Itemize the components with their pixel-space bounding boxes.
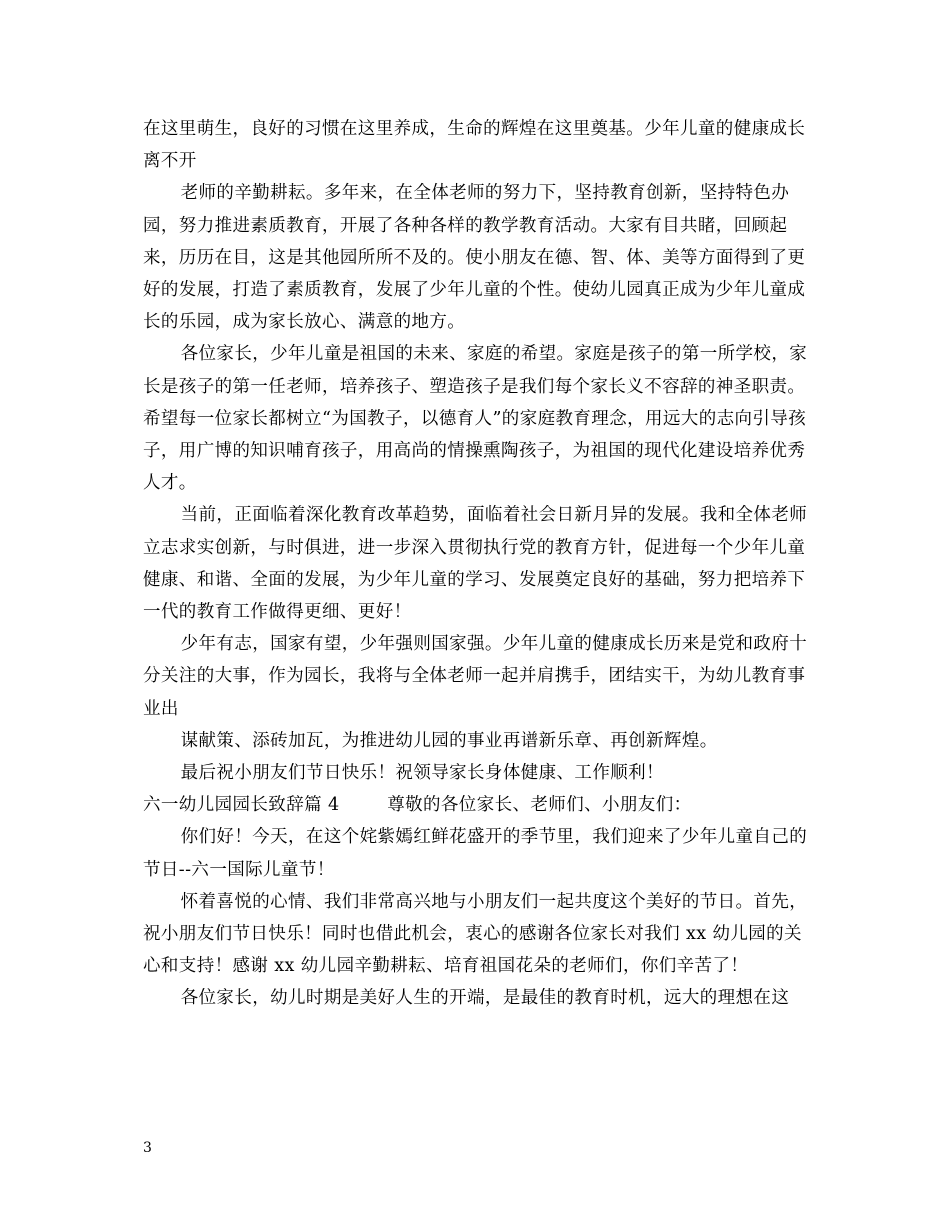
paragraph-4: 当前，正面临着深化教育改革趋势，面临着社会日新月异的发展。我和全体老师立志求实创新，与时俱进，进一步深入贯彻执行党的教育方针，促进每一个少年儿童健康、和谐、全面的发展，为少年儿童的学习、发展奠定良好的基础，努力把培养下一代的教育工作做得更细、更好！ [143,505,808,623]
paragraph-11: 各位家长，幼儿时期是美好人生的开端，是最佳的教育时机，远大的理想在这 [180,988,790,1009]
paragraph-1: 在这里萌生，良好的习惯在这里养成，生命的辉煌在这里奠基。少年儿童的健康成长离不开 [143,119,806,172]
document-body [143,113,813,1015]
page-number: 3 [143,1140,152,1156]
paragraph-3: 各位家长，少年儿童是祖国的未来、家庭的希望。家庭是孩子的第一所学校，家长是孩子的第一任老师，培养孩子、塑造孩子是我们每个家长义不容辞的神圣职责。希望每一位家长都树立“为国教子，以德育人”的家庭教育理念，用远大的志向引导孩子，用广博的知识哺育孩子，用高尚的情操熏陶孩子，为祖国的现代化建设培养优秀人才。 [143,344,808,494]
paragraph-5: 少年有志，国家有望，少年强则国家强。少年儿童的健康成长历来是党和政府十分关注的大事，作为园长，我将与全体老师一起并肩携手，团结实干，为幼儿教育事业出 [143,634,808,719]
paragraph-10: 怀着喜悦的心情、我们非常高兴地与小朋友们一起共度这个美好的节日。首先，祝小朋友们节日快乐！同时也借此机会，衷心的感谢各位家长对我们 xx 幼儿园的关心和支持！感谢 xx 幼儿园辛勤耕耘、培育祖国花朵的老师们，你们辛苦了！ [143,891,808,977]
paragraph-7: 最后祝小朋友们节日快乐！祝领导家长身体健康、工作顺利！ [180,763,664,784]
paragraph-2: 老师的辛勤耕耘。多年来，在全体老师的努力下，坚持教育创新，坚持特色办园，努力推进素质教育，开展了各种各样的教学教育活动。大家有目共睹，回顾起来，历历在目，这是其他园所所不及的。使小朋友在德、智、体、美等方面得到了更好的发展，打造了素质教育，发展了少年儿童的个性。使幼儿园真正成为少年儿童成长的乐园，成为家长放心、满意的地方。 [143,183,806,333]
paragraph-9: 你们好！今天，在这个姹紫嫣红鲜花盛开的季节里，我们迎来了少年儿童自己的节日--六一国际儿童节！ [143,827,808,880]
section-heading: 六一幼儿园园长致辞篇 4 尊敬的各位家长、老师们、小朋友们： [143,795,692,816]
paragraph-6: 谋献策、添砖加瓦，为推进幼儿园的事业再谱新乐章、再创新辉煌。 [180,730,718,751]
